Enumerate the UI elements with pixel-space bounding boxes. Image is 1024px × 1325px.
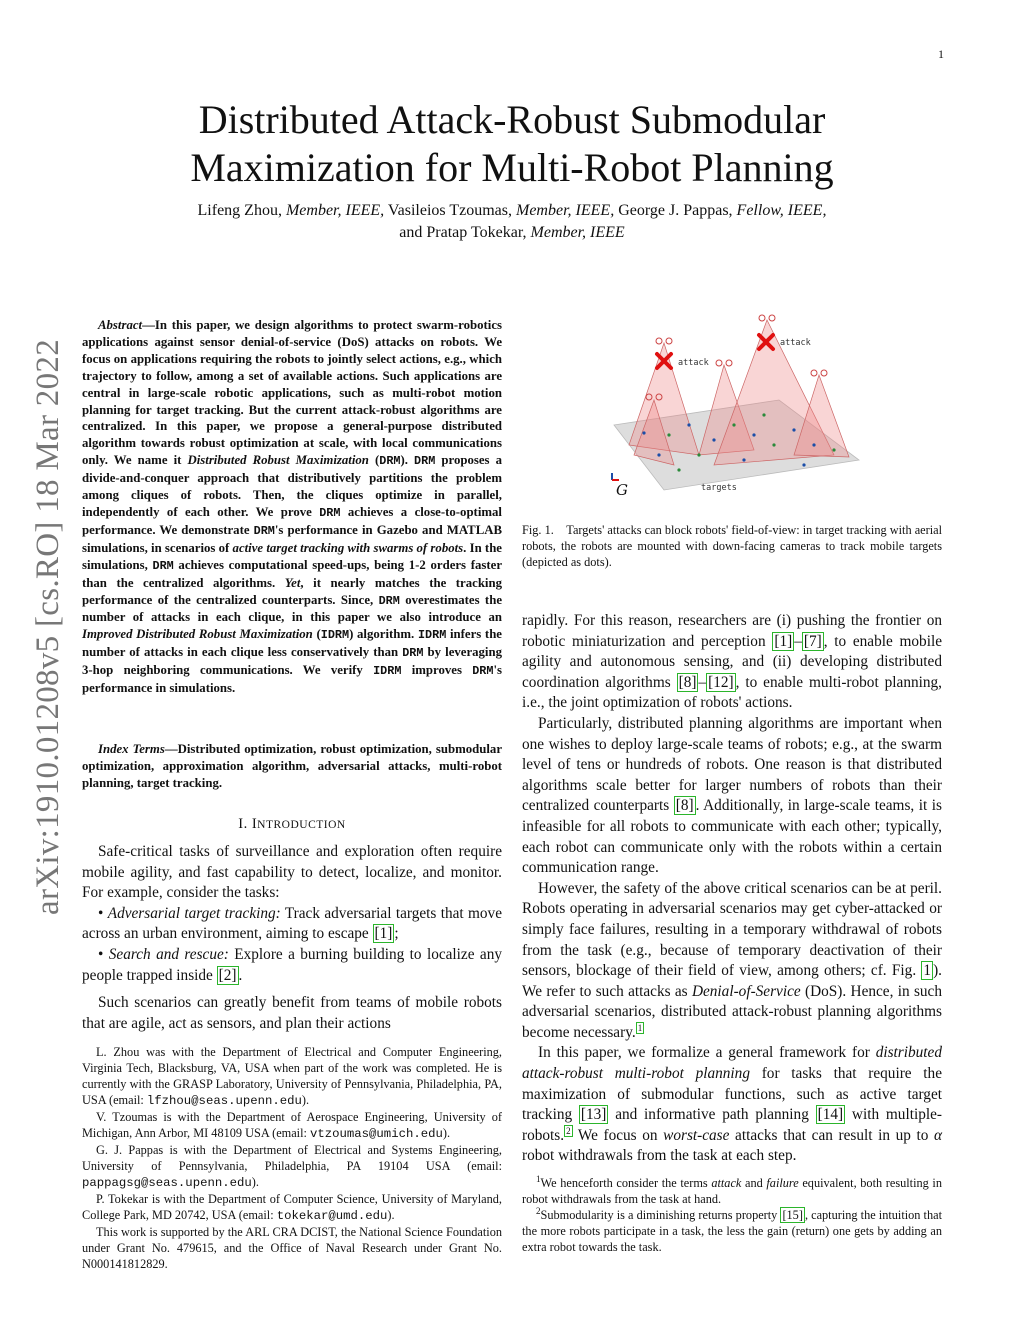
footnote-tokekar: P. Tokekar is with the Department of Computer Science, University of Maryland, College Park, MD 20742, USA (email: tokekar@umd.edu). bbox=[82, 1192, 502, 1223]
intro-right-column bbox=[522, 611, 942, 1167]
frame-label-g: G bbox=[616, 481, 628, 499]
author-1: Lifeng Zhou, bbox=[197, 202, 282, 219]
author-3-role: Fellow, IEEE, bbox=[736, 202, 827, 219]
citation-link[interactable]: [13] bbox=[580, 1106, 607, 1124]
email-link[interactable]: pappagsg@seas.upenn.edu bbox=[82, 1176, 252, 1190]
citation-link[interactable]: [14] bbox=[817, 1106, 844, 1124]
attack-label-1: attack bbox=[678, 358, 709, 368]
email-link[interactable]: vtzoumas@umich.edu bbox=[310, 1127, 443, 1141]
footnote-tzoumas: V. Tzoumas is with the Department of Aerospace Engineering, University of Michigan, Ann Arbor, MI 48109 USA (email: vtzoumas@umich.edu). bbox=[82, 1110, 502, 1141]
intro-paragraph-2: Such scenarios can greatly benefit from teams of mobile robots that are agile, act as sensors, and plan their actions bbox=[82, 994, 502, 1032]
author-list bbox=[100, 200, 924, 244]
footnote-2: $^2$Submodularity is a diminishing returns property [15] , capturing the intuition that the more robots participate in a task, the less the gain (return) one gets by adding an extra robot towards the task. bbox=[522, 1205, 942, 1254]
arxiv-stamp: arXiv:1910.01208v5 [cs.RO] 18 Mar 2022 bbox=[30, 339, 66, 915]
index-terms: Index Terms—Distributed optimization, robust optimization, submodular optimization, approximation algorithm, adversarial attacks, multi-robot planning, target tracking. bbox=[82, 742, 503, 790]
citation-link[interactable]: [15] bbox=[782, 1208, 803, 1222]
citation-link[interactable]: [12] bbox=[708, 673, 734, 691]
right-paragraph-1: rapidly. For this reason, researchers are (i) pushing the frontier on robotic miniaturization and perception [1] – [7] , to enable mobile agility and autonomous sensing, and (ii) developing distributed coordination algorithms [8] – [12] , to enable multi-robot planning, i.e., the joint optimization of robots' actions. bbox=[522, 612, 942, 712]
attack-label-2: attack bbox=[780, 338, 811, 348]
bullet-rescue: • Search and rescue: Explore a burning building to localize any people trapped inside [2] . bbox=[82, 945, 503, 984]
citation-link[interactable]: [1] bbox=[374, 925, 393, 943]
author-2-role: Member, IEEE, bbox=[516, 202, 615, 219]
right-paragraph-3: However, the safety of the above critical scenarios can be at peril. Robots operating in adversarial scenarios may get cyber-attacked or simply face failures, resulting in a temporary withdrawal of robots from the task (e.g., because of temporary deactivation of their sensors, blockage of their field of view, among others; cf. Fig. 1 ). We refer to such attacks as Denial-of-Service (DoS). Hence, in such adversarial scenarios, distributed attack-robust planning algorithms become necessary. $^1$ bbox=[522, 879, 942, 1041]
bullet-tracking: • Adversarial target tracking: Track adversarial targets that move across an urban environment, aiming to escape [1] ; bbox=[82, 904, 502, 943]
citation-link[interactable]: [1] bbox=[774, 632, 793, 650]
footnote-funding: This work is supported by the ARL CRA DCIST, the National Science Foundation under Grant No. 479615, and the Office of Naval Research under Grant No. N000141812829. bbox=[82, 1225, 502, 1271]
index-terms-label: Index Terms bbox=[98, 742, 165, 756]
footnote-pappas: G. J. Pappas is with the Department of Electrical and Systems Engineering, University of Pennsylvania, Philadelphia, PA 19104 USA (email: pappagsg@seas.upenn.edu). bbox=[82, 1143, 502, 1190]
email-link[interactable]: lfzhou@seas.upenn.edu bbox=[146, 1094, 302, 1108]
targets-label: targets bbox=[701, 483, 737, 493]
citation-link[interactable]: [8] bbox=[678, 673, 697, 691]
title-line-2: Maximization for Multi-Robot Planning bbox=[190, 145, 834, 190]
abstract: Abstract—In this paper, we design algorithms to protect swarm-robotics applications against sensor denial-of-service (DoS) attacks on robots. We focus on applications requiring the robots to jointly select actions, e.g., which trajectory to follow, among a set of available actions. Such applications are central in large-scale robotic applications, such as multi-robot motion planning for target tracking. But the current attack-robust algorithms are centralized. In this paper, we propose a general-purpose distributed algorithm towards robust optimization at scale, with local communications only. We name it Distributed Robust Maximization (DRM). DRM proposes a divide-and-conquer approach that distributively partitions the problem among cliques of robots. Then, the cliques optimize in parallel, independently of each other. We prove DRM achieves a close-to-optimal performance. We demonstrate DRM's performance in Gazebo and MATLAB simulations, in scenarios of active target tracking with swarms of robots. In the simulations, DRM achieves computational speed-ups, being 1-2 orders faster than the centralized algorithms. Yet, it nearly matches the tracking performance of the centralized counterparts. Since, DRM overestimates the number of attacks in each clique, in this paper we also introduce an Improved Distributed Robust Maximization (IDRM) algorithm. IDRM infers the number of attacks in each clique less conservatively than DRM by leveraging 3-hop neighboring communications. We verify IDRM improves DRM's performance in simulations. bbox=[82, 318, 503, 696]
author-2: Vasileios Tzoumas, bbox=[387, 202, 512, 219]
page-number: 1 bbox=[938, 47, 944, 61]
intro-left-column bbox=[82, 842, 502, 1034]
paper-title bbox=[100, 96, 924, 192]
footnote-marker[interactable]: 1 bbox=[637, 1022, 643, 1033]
abstract-label: Abstract bbox=[98, 318, 143, 332]
axes-icon bbox=[612, 473, 619, 480]
citation-link[interactable]: [8] bbox=[675, 797, 694, 815]
figure-attack-illustration bbox=[604, 305, 864, 500]
author-4-role: Member, IEEE bbox=[530, 224, 625, 241]
affiliation-footnotes bbox=[82, 1044, 502, 1272]
footnote-marker[interactable]: 2 bbox=[566, 1125, 571, 1136]
email-link[interactable]: tokekar@umd.edu bbox=[276, 1209, 388, 1223]
figure-caption: Fig. 1. Targets' attacks can block robots' field-of-view: in target tracking with aerial robots, the robots are mounted with down-facing cameras to track mobile targets (depicted as dots). bbox=[522, 523, 943, 569]
title-line-1: Distributed Attack-Robust Submodular bbox=[198, 97, 826, 142]
citation-link[interactable]: [7] bbox=[803, 632, 822, 650]
author-4: and Pratap Tokekar, bbox=[399, 224, 527, 241]
citation-link[interactable]: 1 bbox=[923, 962, 932, 980]
figure-number: Fig. 1. bbox=[522, 523, 554, 537]
footnote-1: $^1$We henceforth consider the terms attack and failure equivalent, both resulting in robot withdrawals from the task at hand. bbox=[522, 1173, 942, 1206]
page-footnotes bbox=[522, 1175, 942, 1255]
author-3: George J. Pappas, bbox=[618, 202, 733, 219]
right-paragraph-4: In this paper, we formalize a general framework for distributed attack-robust multi-robot planning for tasks that require the maximization of submodular functions, such as active target tracking [13] and informative path planning [14] with multiple-robots. $^2$ We focus on worst-case attacks that can result in up to α robot withdrawals from the task at each step. bbox=[522, 1044, 942, 1165]
footnote-zhou: L. Zhou was with the Department of Electrical and Computer Engineering, Virginia Tech, Blacksburg, VA, USA when part of the work was completed. He is currently with the GRASP Laboratory, University of Pennsylvania, Philadelphia, PA, USA (email: lfzhou@seas.upenn.edu). bbox=[82, 1045, 502, 1108]
citation-link[interactable]: [2] bbox=[218, 966, 237, 984]
section-heading: I. INTRODUCTION bbox=[238, 816, 346, 832]
author-1-role: Member, IEEE, bbox=[285, 202, 385, 219]
intro-paragraph-1: Safe-critical tasks of surveillance and exploration often require mobile agility, and fast capability to detect, localize, and monitor. For example, consider the tasks: bbox=[82, 843, 502, 902]
right-paragraph-2: Particularly, distributed planning algorithms are important when one wishes to deploy large-scale teams of robots; e.g., at the swarm level of tens or hundreds of robots. One reason is that distributed algorithms scale better for larger numbers of robots than their centralized counterparts [8] . Additionally, in large-scale teams, it is infeasible for all robots to communicate with each other; typically, each robot can communicate only with the robots within a certain communication range. bbox=[522, 714, 943, 877]
